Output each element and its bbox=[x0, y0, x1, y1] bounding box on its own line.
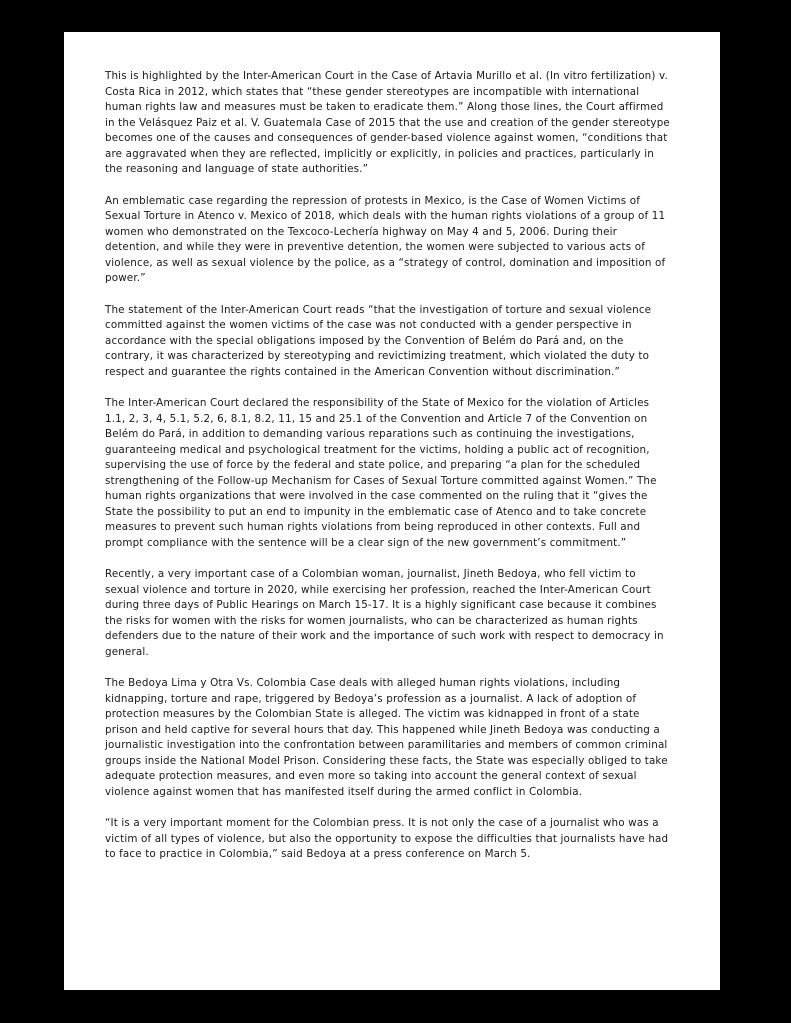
paragraph-court-statement: The statement of the Inter-American Court reads “that the investigation of torture and sexual violence committed against the women victims of the case was not conducted with a gender perspective in accordance with the special obligations imposed by the Convention of Belém do Pará and, on the contrary, it was characterized by stereotyping and revictimizing treatment, which violated the duty to respect and guarantee the rights contained in the American Convention without discrimination.” bbox=[105, 303, 652, 378]
paragraph-bedoya-quote: “It is a very important moment for the Colombian press. It is not only the case of a journalist who was a victim of all types of violence, but also the opportunity to expose the difficulties that journalists have had to face to practice in Colombia,” said Bedoya at a press conference on March 5. bbox=[105, 817, 669, 860]
paragraph-artavia-murillo: This is highlighted by the Inter-American Court in the Case of Artavia Murillo et al. (In vitro fertilization) v. Costa Rica in 2012, which states that “these gender stereotypes are incompatible with international human rights law and measures must be taken to eradicate them.” Along those lines, the Court affirmed in the Velásquez Paiz et al. V. Guatemala Case of 2015 that the use and creation of the gender stereotype becomes one of the causes and consequences of gender-based violence against women, “conditions that are aggravated when they are reflected, implicitly or explicitly, in policies and practices, particularly in the reasoning and language of state authorities.” bbox=[105, 70, 670, 175]
document-page bbox=[64, 32, 720, 990]
paragraph-court-declaration: The Inter-American Court declared the responsibility of the State of Mexico for the violation of Articles 1.1, 2, 3, 4, 5.1, 5.2, 6, 8.1, 8.2, 11, 15 and 25.1 of the Convention and Article 7 of the Convention on Belém do Pará, in addition to demanding various reparations such as continuing the investigations, guaranteeing medical and psychological treatment for the victims, holding a public act of recognition, supervising the use of force by the federal and state police, and preparing “a plan for the scheduled strengthening of the Follow-up Mechanism for Cases of Sexual Torture committed against Women.” The human rights organizations that were involved in the case commented on the ruling that it “gives the State the possibility to put an end to impunity in the emblematic case of Atenco and to take concrete measures to prevent such human rights violations from being reproduced in other contexts. Full and prompt compliance with the sentence will be a clear sign of the new government’s commitment.” bbox=[105, 397, 657, 549]
paragraph-atenco-case: An emblematic case regarding the repression of protests in Mexico, is the Case of Women Victims of Sexual Torture in Atenco v. Mexico of 2018, which deals with the human rights violations of a group of 11 women who demonstrated on the Texcoco-Lechería highway on May 4 and 5, 2006. During their detention, and while they were in preventive detention, the women were subjected to various acts of violence, as well as sexual violence by the police, as a “strategy of control, domination and imposition of power.” bbox=[105, 194, 666, 284]
paragraph-bedoya-hearing: Recently, a very important case of a Colombian woman, journalist, Jineth Bedoya, who fell victim to sexual violence and torture in 2020, while exercising her profession, reached the Inter-American Court during three days of Public Hearings on March 15-17. It is a highly significant case because it combines the risks for women with the risks for women journalists, who can be characterized as human rights defenders due to the nature of their work and the importance of such work with respect to democracy in general. bbox=[105, 568, 664, 658]
paragraph-bedoya-case: The Bedoya Lima y Otra Vs. Colombia Case deals with alleged human rights violations, including kidnapping, torture and rape, triggered by Bedoya’s profession as a journalist. A lack of adoption of protection measures by the Colombian State is alleged. The victim was kidnapped in front of a state prison and held captive for several hours that day. This happened while Jineth Bedoya was conducting a journalistic investigation into the confrontation between paramilitaries and members of common criminal groups inside the National Model Prison. Considering these facts, the State was especially obliged to take adequate protection measures, and even more so taking into account the general context of sexual violence against women that has manifested itself during the armed conflict in Colombia. bbox=[105, 677, 668, 798]
